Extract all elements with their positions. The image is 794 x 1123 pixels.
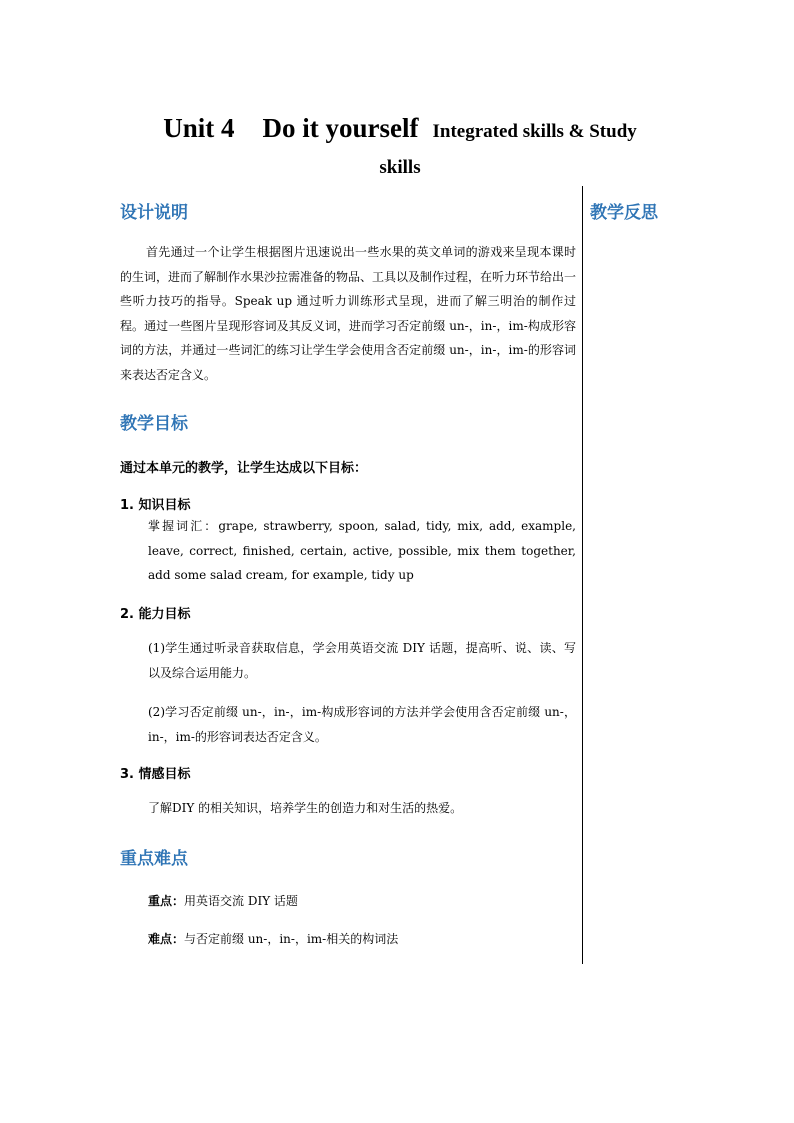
goals-heading: 教学目标 xyxy=(120,414,188,434)
emotion-goal-title: 3. 情感目标 xyxy=(120,767,191,782)
title-subtitle-continued: skills xyxy=(379,157,421,178)
reflection-heading: 教学反思 xyxy=(590,203,658,223)
key-point-label: 重点： xyxy=(148,894,185,908)
knowledge-goal-title: 1. 知识目标 xyxy=(120,498,191,513)
key-point-line xyxy=(148,892,298,909)
document-title xyxy=(100,108,700,183)
goals-intro: 通过本单元的教学，让学生达成以下目标： xyxy=(120,461,368,476)
key-points-heading: 重点难点 xyxy=(120,849,188,869)
emotion-goal-text: 了解DIY 的相关知识，培养学生的创造力和对生活的热爱。 xyxy=(148,801,463,815)
difficulty-text: 与否定前缀 un-，in-，im-相关的构词法 xyxy=(184,932,399,946)
ability-goal-item-2: (2)学习否定前缀 un-，in-，im-构成形容词的方法并学会使用含否定前缀 un-，in-，im-的形容词表达否定含义。 xyxy=(148,705,576,744)
title-subtitle: Integrated skills & Study xyxy=(432,121,637,142)
key-point-text: 用英语交流 DIY 话题 xyxy=(184,894,298,908)
knowledge-goal-text: 掌握词汇：grape, strawberry, spoon, salad, tidy, mix, add, example, leave, correct, finished, certain, active, possible, mix them together, add some salad cream, for example, tidy up xyxy=(148,519,576,582)
column-divider xyxy=(582,186,583,964)
ability-goal-title: 2. 能力目标 xyxy=(120,607,191,622)
design-heading: 设计说明 xyxy=(120,203,188,223)
design-text: 首先通过一个让学生根据图片迅速说出一些水果的英文单词的游戏来呈现本课时的生词，进而了解制作水果沙拉需准备的物品、工具以及制作过程，在听力环节给出一些听力技巧的指导。Speak up 通过听力训练形式呈现，进而了解三明治的制作过程。通过一些图片呈现形容词及其反义词，进而学习否定前缀 un-，in-，im-构成形容词的方法，并通过一些词汇的练习让学生学会使用含否定前缀 un-，in-，im-的形容词来表达否定含义。 xyxy=(120,245,577,382)
title-unit: Unit 4 xyxy=(163,113,235,143)
ability-goal-item-1: (1)学生通过听录音获取信息，学会用英语交流 DIY 话题，提高听、说、读、写以及综合运用能力。 xyxy=(148,641,576,680)
title-topic: Do it yourself xyxy=(262,113,419,143)
difficulty-line xyxy=(148,930,398,947)
difficulty-label: 难点： xyxy=(148,932,185,946)
